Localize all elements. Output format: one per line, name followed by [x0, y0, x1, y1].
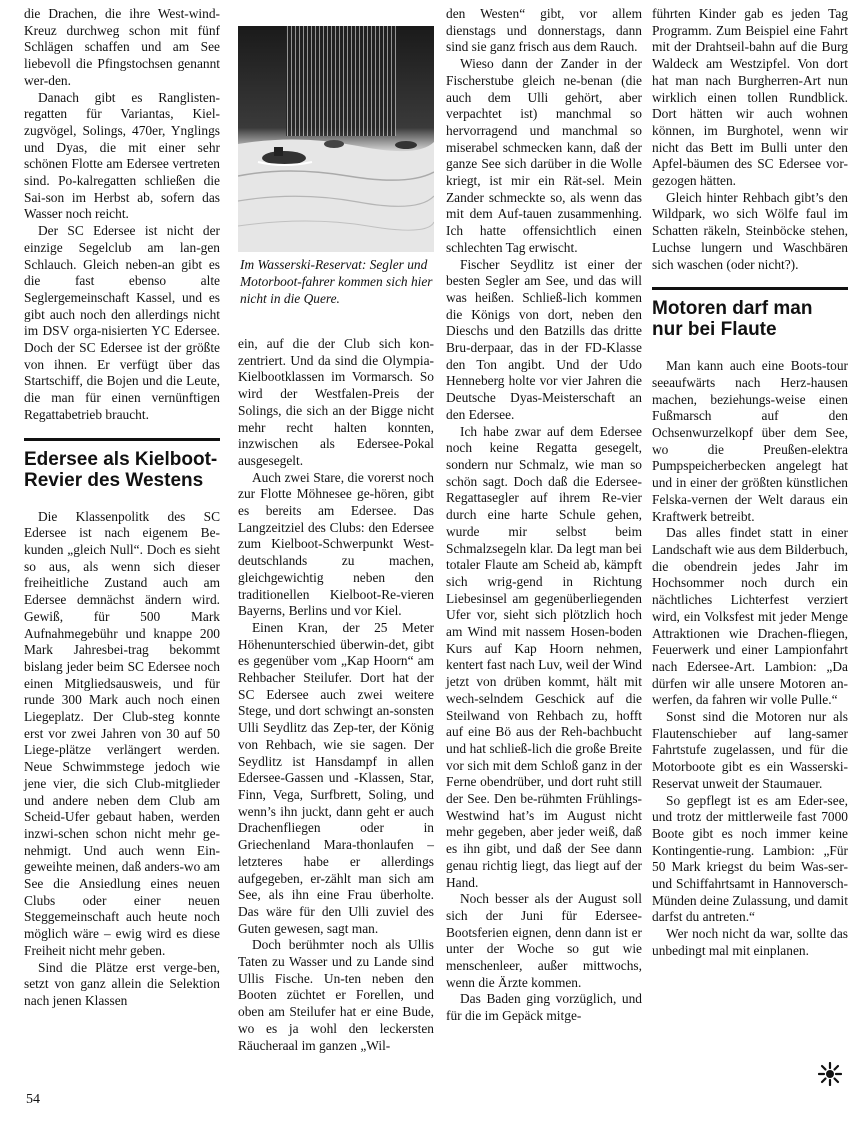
paragraph: Noch besser als der August soll sich der Juni für Edersee-Bootsferien eignen, denn dann ist er unter der Woche so gut wie menschenleer, außer mittwochs, wenn die Ärzte kommen.	[446, 891, 642, 990]
article-column-1	[24, 6, 220, 1010]
section-headline: Motoren darf man nur bei Flaute	[652, 287, 848, 340]
page-number: 54	[26, 1092, 40, 1107]
section-headline: Edersee als Kielboot-Revier des Westens	[24, 438, 220, 491]
paragraph: Ich habe zwar auf dem Edersee noch keine Regatta gesegelt, sondern nur Schmalz, wie man so schön sagt. Doch daß die Edersee-Regattasegler auf ihrem Re-vier durch eine harte Schule gehen, wurde mir selbst beim Schmalzsegeln klar. Da legt man bei totaler Flaute am Scheid ab, kämpft sich wrig-gend in Richtung Liebesinsel am gegenüberliegenden Ufer vor, sieht sich plötzlich hoch am Wind mit nassem Hosen-boden Kurs auf Kap Hoorn nehmen, kentert fast nach Luv, weil der Wind jetzt von drüben kommt, hält mit wech-selndem Geschick auf die Steilwand von Rehbach zu, hofft auf eine Bö aus der Reh-bachbucht und hat schließ-lich die große Breite vor sich mit dem Schloß ganz in der Ferne obendrüber, und dort ruht still der See. Den be-rühmten Frühlings-Westwind hat’s im August nicht mehr gegeben, aber jeder weiß, daß es ihn gibt, und daß der See dann genau richtig liegt, das liegt auf der Hand.	[446, 423, 642, 890]
paragraph: Einen Kran, der 25 Meter Höhenunterschied überwin-det, gibt es gegenüber vom „Kap Hoorn“ am Rehbacher Steilufer. Dort hat der SC Edersee auch zwei weitere Stege, und dort schwingt an-sonsten Ulli Seydlitz das Zep-ter, der König von Rehbach, wie sie sagen. Der Seydlitz ist Hansdampf in allen Edersee-Gassen und -Klassen, Star, Finn, Vega, Surfbrett, Soling, und wenn’s ihn juckt, dann geht er auch Drachenfliegen oder in Griechenland Mara-thonlaufen – letzteres habe er allerdings aufgegeben, er-zählt man sich am See, als ihn eine Frau überholte. Das wäre für den Ulli zuviel des Guten gewesen, sagt man.	[238, 619, 434, 936]
end-mark-icon	[818, 1062, 842, 1091]
paragraph: So gepflegt ist es am Eder-see, und trotz der mittlerweile fast 7000 Boote gibt es noch immer keine Kontingentie-rung. Lambion: „Für 50 Mark kriegst du beim Was-ser- und Schiffahrtsamt in Hannoversch-Münden deine Zulassung, und damit darfst du antreten.“	[652, 792, 848, 925]
paragraph: Gleich hinter Rehbach gibt’s den Wildpark, wo sich Wölfe faul im Schatten räkeln, Steinböcke stehen, Luchse lungern und Waschbären sich waschen (oder nicht?).	[652, 189, 848, 272]
paragraph: Das Baden ging vorzüglich, und für die im Gepäck mitge-	[446, 991, 642, 1024]
article-column-2	[238, 336, 434, 1054]
paragraph: Danach gibt es Ranglisten-regatten für Variantas, Kiel-zugvögel, Solings, 470er, Ynglings und Dyas, die mit einer sehr schönen Flotte am Edersee vertreten sind. Po-kalregatten schließen die Sai-son im Herbst ab, sofern das Wasser noch reicht.	[24, 89, 220, 222]
article-column-3	[446, 6, 642, 1025]
paragraph: Wieso dann der Zander in der Fischerstube gleich ne-benan (die auch dem Ulli gehört, aber verpachtet ist) manchmal so hervorragend und manchmal so miserabel schmecken kann, daß der ganze See sich darüber in die Wolle kriegt, ist mir ein Rät-sel. Mein Zander schmeckte so, als wenn das mit dem Auf-tauen zusammenhing. Ich hatte offensichtlich einen schlechten Tag erwischt.	[446, 56, 642, 255]
paragraph: Die Klassenpolitk des SC Edersee ist nach eigenem Be-kunden „gleich Null“. Doch es sieht so aus, als wenn sich dieser freiheitliche Zustand auch am Edersee demnächst ändern wird. Gewiß, für 500 Mark Aufnahmegebühr und knappe 200 Mark Jahresbei-trag bekommt bislang jeder beim SC Edersee noch einen Mitgliedsausweis, und für runde 300 Mark auch noch einen Liegeplatz. Der Club-steg konnte erst vor zwei Jahren von 30 auf 50 Liege-plätze verlängert werden. Neue Schwimmstege jedoch wie jene vier, die sich Club-mitglieder und andere neben dem Club am Scheid-Ufer gebaut haben, werden inzwi-schen schon nicht mehr ge-nehmigt. Und auch wenn Ein-geweihte meinen, daß anders-wo am See die Ansiedlung eines neuen Clubs oder einer neuen Steggemeinschaft auch heute noch möglich wäre – ewig wird es diese Freiheit nicht mehr geben.	[24, 508, 220, 958]
paragraph: Man kann auch eine Boots-tour seeaufwärts nach Herz-hausen machen, beziehungs-weise einen Fußmarsch auf den Ochsenwurzelkopf über dem See, wo die Preußen-elektra Pumpspeicherbecken angelegt hat und in einer der größten künstlichen Felska-vernen der Welt daraus ein Kraftwerk betreibt.	[652, 358, 848, 524]
paragraph: Fischer Seydlitz ist einer der besten Segler am See, und das will was heißen. Schließ-lich kommen die Königs von dort, neben den Dieschs und den Batzills das dritte Bru-derpaar, das in der FD-Klasse den Ton angibt. Und der Udo Henneberg holte vor vier Jahren die Deutsche Dyas-Meisterschaft an den Edersee.	[446, 256, 642, 422]
photo-caption: Im Wasserski-Reservat: Segler und Motorboot-fahrer kommen sich hier nicht in die Quere.	[240, 257, 433, 306]
paragraph: führten Kinder gab es jeden Tag Programm. Zum Beispiel eine Fahrt mit der Drahtseil-bahn auf die Burg Waldeck am Westzipfel. Von dort hat man nach Burgherren-Art nun wirklich einen tollen Rundblick. Dort hätten wir auch wohnen können, im Burghotel, wenn wir nicht das Bett im Bulli unter den Apfel-bäumen des SC Edersee vor-gezogen hätten.	[652, 6, 848, 189]
paragraph: Auch zwei Stare, die vorerst noch zur Flotte Möhnesee ge-hören, gibt es bereits am Edersee. Das Langzeitziel des Clubs: den Edersee zum Kielboot-Schwerpunkt West-deutschlands zu machen, gleichgewichtig neben den traditionellen Kielboot-Re-vieren Bayerns, Berlins und vor Kiel.	[238, 469, 434, 619]
paragraph: Wer noch nicht da war, sollte das unbedingt mal mit einplanen.	[652, 926, 848, 958]
article-photo	[238, 26, 434, 252]
paragraph: Sind die Plätze erst verge-ben, setzt von ganz allein die Selektion nach jenen Klassen	[24, 959, 220, 1008]
article-column-4	[652, 6, 848, 960]
paragraph: Der SC Edersee ist nicht der einzige Segelclub am lan-gen Schlauch. Gleich neben-an gibt es die fast ebenso alte Seglergemeinschaft Kassel, und es gibt auch noch den allerdings nicht im DSV orga-nisierten YC Edersee. Doch der SC Edersee ist der größte von ihnen. Er verfügt über das Startschiff, die Bojen und die Leute, die man für einen vernünftigen Regattabetrieb braucht.	[24, 223, 220, 422]
paragraph: den Westen“ gibt, vor allem dienstags und donnerstags, dann sind sie ganz frisch aus dem Rauch.	[446, 6, 642, 55]
paragraph: Sonst sind die Motoren nur als Flautenschieber auf lang-samer Fahrtstufe zugelassen, und für die Motorboote gibt es ein Wasserski-Reservat unweit der Staumauer.	[652, 709, 848, 791]
paragraph: Das alles findet statt in einer Landschaft wie aus dem Bilderbuch, die obendrein jedes Jahr im Hochsommer noch durch ein nächtliches Lichterfest verziert wird, ein Volksfest mit jeder Menge Attraktionen wie Drachen-fliegen, Feuerwerk und einer Lampionfahrt nach Edersee-Art. Lambion: „Da dürfen wir alle unsere Motoren an-werfen, da fahren wir volle Pulle.“	[652, 525, 848, 708]
paragraph: die Drachen, die ihre West-wind-Kreuz durchweg schon mit fünf Schlägen schaffen und am See liebevoll die Pfingstochsen genannt wer-den.	[24, 6, 220, 88]
paragraph: Doch berühmter noch als Ullis Taten zu Wasser und zu Lande sind Ullis Fische. Un-ten neben den Booten züchtet er Forellen, und oben am Steilufer hat er eine Bude, wo es ja wohl den leckersten Räucheraal im ganzen „Wil-	[238, 937, 434, 1053]
paragraph: ein, auf die der Club sich kon-zentriert. Und da sind die Olympia-Kielbootklassen im Vormarsch. So wird der Westfalen-Preis der Solings, die sich an der Bigge nicht mehr recht halten konnten, inzwischen als Edersee-Pokal ausgesegelt.	[238, 336, 434, 468]
